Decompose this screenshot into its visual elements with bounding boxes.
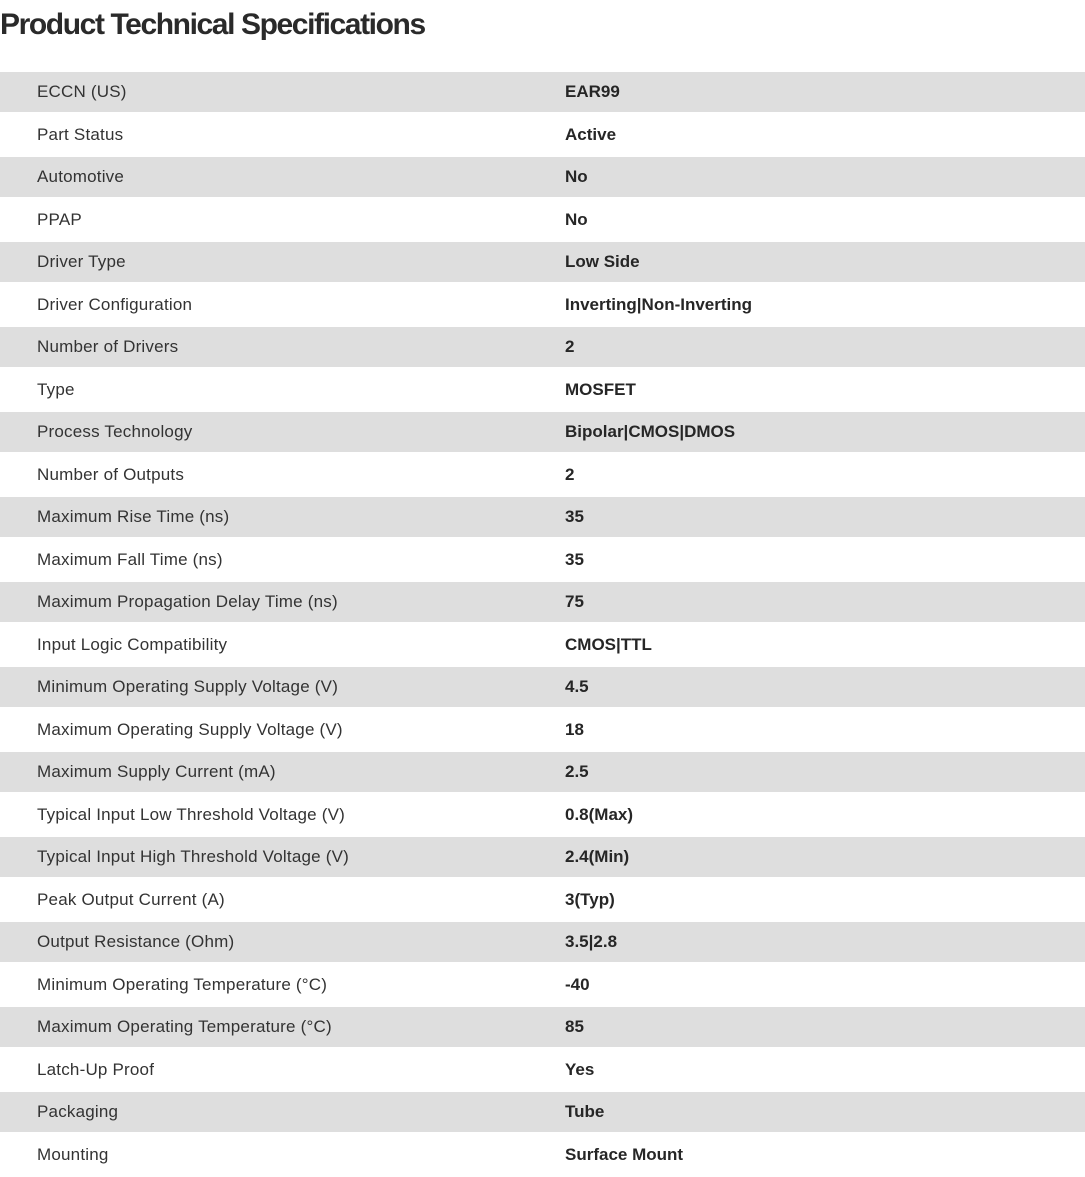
spec-value: 3(Typ): [565, 889, 615, 909]
spec-row: [0, 1092, 1085, 1132]
spec-row: [0, 412, 1085, 452]
spec-value: EAR99: [565, 82, 620, 101]
spec-value: Inverting|Non-Inverting: [565, 294, 753, 314]
spec-row: [0, 1132, 1085, 1177]
spec-label: Driver Type: [37, 252, 126, 271]
spec-value: Tube: [565, 1102, 605, 1121]
spec-value: 0.8(Max): [565, 804, 634, 824]
spec-label: Process Technology: [37, 422, 193, 441]
page-title: Product Technical Specifications: [0, 8, 425, 41]
spec-row: [0, 1047, 1085, 1092]
spec-value: No: [565, 209, 588, 229]
spec-label: Packaging: [37, 1102, 119, 1121]
spec-label: Maximum Fall Time (ns): [37, 549, 223, 569]
spec-label: Maximum Supply Current (mA): [37, 762, 276, 781]
spec-row: [0, 327, 1085, 367]
spec-row: [0, 622, 1085, 667]
spec-value: 85: [565, 1017, 584, 1036]
spec-label: ECCN (US): [37, 82, 127, 101]
spec-label: Automotive: [37, 167, 125, 186]
spec-row: [0, 537, 1085, 582]
spec-label: Minimum Operating Supply Voltage (V): [37, 677, 339, 696]
spec-value: 3.5|2.8: [565, 932, 618, 951]
spec-value: 2.4(Min): [565, 847, 630, 866]
spec-row: [0, 367, 1085, 412]
spec-label: Maximum Rise Time (ns): [37, 507, 230, 526]
spec-label: Typical Input Low Threshold Voltage (V): [37, 804, 345, 824]
spec-row: [0, 72, 1085, 112]
spec-value: 35: [565, 549, 584, 569]
spec-row: [0, 877, 1085, 922]
spec-row: [0, 962, 1085, 1007]
spec-value: Yes: [565, 1059, 595, 1079]
spec-row: [0, 112, 1085, 157]
spec-row: [0, 792, 1085, 837]
spec-value: 2.5: [565, 762, 589, 781]
spec-value: MOSFET: [565, 379, 636, 399]
spec-value: Surface Mount: [565, 1144, 684, 1164]
spec-label: PPAP: [37, 209, 82, 229]
spec-label: Maximum Propagation Delay Time (ns): [37, 592, 338, 611]
spec-label: Latch-Up Proof: [37, 1059, 155, 1079]
spec-row: [0, 582, 1085, 622]
spec-row: [0, 452, 1085, 497]
spec-label: Part Status: [37, 124, 124, 144]
spec-row: [0, 667, 1085, 707]
spec-label: Peak Output Current (A): [37, 889, 225, 909]
spec-row: [0, 752, 1085, 792]
spec-value: 2: [565, 464, 575, 484]
spec-label: Number of Drivers: [37, 337, 179, 356]
spec-value: 75: [565, 592, 584, 611]
spec-row: [0, 197, 1085, 242]
spec-value: 2: [565, 337, 575, 356]
spec-table: [0, 72, 1085, 1177]
spec-row: [0, 707, 1085, 752]
spec-label: Number of Outputs: [37, 464, 185, 484]
spec-value: 4.5: [565, 677, 589, 696]
spec-row: [0, 497, 1085, 537]
spec-label: Maximum Operating Temperature (°C): [37, 1017, 332, 1036]
spec-row: [0, 922, 1085, 962]
spec-label: Typical Input High Threshold Voltage (V): [37, 847, 349, 866]
spec-row: [0, 157, 1085, 197]
spec-value: Bipolar|CMOS|DMOS: [565, 422, 736, 441]
spec-row: [0, 282, 1085, 327]
spec-label: Maximum Operating Supply Voltage (V): [37, 719, 343, 739]
spec-label: Input Logic Compatibility: [37, 634, 228, 654]
spec-value: Low Side: [565, 252, 640, 271]
spec-value: -40: [565, 974, 590, 994]
spec-label: Output Resistance (Ohm): [37, 932, 235, 951]
spec-value: 18: [565, 719, 584, 739]
spec-row: [0, 242, 1085, 282]
spec-label: Driver Configuration: [37, 294, 193, 314]
spec-label: Mounting: [37, 1144, 109, 1164]
spec-value: Active: [565, 124, 617, 144]
spec-value: 35: [565, 507, 584, 526]
spec-row: [0, 837, 1085, 877]
spec-label: Minimum Operating Temperature (°C): [37, 974, 328, 994]
spec-value: No: [565, 167, 588, 186]
spec-label: Type: [37, 379, 75, 399]
spec-row: [0, 1007, 1085, 1047]
spec-value: CMOS|TTL: [565, 634, 652, 654]
